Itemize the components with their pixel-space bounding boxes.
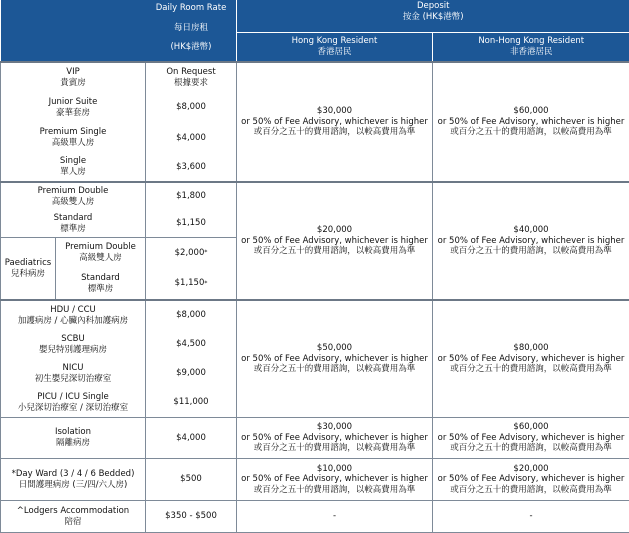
deposit-dash: - <box>529 511 532 521</box>
deposit-amount: $60,000 <box>433 106 629 117</box>
fee-advisory-zh: 或百分之五十的費用諮詢，以較高費用為準 <box>237 364 432 375</box>
fee-advisory-en: or 50% of Fee Advisory, whichever is higher <box>433 354 629 365</box>
rate-value: $1,150 <box>176 218 206 229</box>
rate-value: $8,000 <box>176 102 206 113</box>
room-name-zh: 高級雙人房 <box>79 253 122 264</box>
fee-advisory-en: or 50% of Fee Advisory, whichever is higher <box>237 474 432 485</box>
room-name-zh: 初生嬰兒深切治療室 <box>35 374 112 385</box>
table-row <box>1 182 629 300</box>
deposit-amount: $20,000 <box>433 464 629 475</box>
deposit-nonhk-group-5 <box>433 459 629 501</box>
paediatrics-zh: 兒科病房 <box>11 269 45 280</box>
rate-value: $350 - $500 <box>165 511 217 521</box>
rate-value: $4,000 <box>176 433 206 443</box>
paediatrics-block <box>1 237 145 299</box>
fee-advisory-zh: 或百分之五十的費用諮詢，以較高費用為準 <box>237 485 432 496</box>
rate-value-zh: 根據要求 <box>174 78 208 89</box>
room-name-zh: 單人房 <box>60 167 86 178</box>
deposit-amount: $40,000 <box>433 225 629 236</box>
rate-footnote-mark: * <box>204 249 207 257</box>
deposit-hk-group-3 <box>237 300 433 418</box>
fee-advisory-zh: 或百分之五十的費用諮詢，以較高費用為準 <box>433 364 629 375</box>
paediatrics-label <box>1 238 56 299</box>
room-name-zh: 貴賓房 <box>60 78 86 89</box>
rate-value: On Request <box>166 67 215 78</box>
table-row <box>1 459 629 501</box>
rate-value: $3,600 <box>176 162 206 173</box>
room-name-en: ^Lodgers Accommodation <box>17 506 129 517</box>
deposit-header <box>237 0 629 32</box>
deposit-title-zh: 按金 (HK$港幣) <box>403 12 464 23</box>
deposit-hk-group-2 <box>237 182 433 300</box>
room-standard <box>1 210 145 237</box>
room-name-en: Premium Double <box>65 242 136 253</box>
rate-picu-icu <box>146 388 236 417</box>
daily-rate-title-zh: 每日房租 <box>174 23 208 34</box>
rate-day-ward <box>146 459 237 501</box>
rate-cell-group-2 <box>146 182 237 300</box>
room-name-en: Premium Double <box>38 186 109 197</box>
room-isolation <box>1 418 146 459</box>
room-scbu <box>1 330 145 359</box>
fee-advisory-en: or 50% of Fee Advisory, whichever is higher <box>237 433 432 444</box>
room-paed-standard <box>56 268 145 299</box>
room-cell-group-2 <box>1 182 146 300</box>
fee-advisory-en: or 50% of Fee Advisory, whichever is higher <box>237 236 432 247</box>
fee-advisory-zh: 或百分之五十的費用諮詢，以較高費用為準 <box>237 443 432 454</box>
room-picu-icu <box>1 388 145 417</box>
room-name-zh: 小兒深切治療室 / 深切治療室 <box>18 403 128 414</box>
deposit-dash: - <box>333 511 336 521</box>
room-vip <box>1 63 145 92</box>
fee-advisory-en: or 50% of Fee Advisory, whichever is higher <box>433 236 629 247</box>
daily-rate-title-en: Daily Room Rate <box>156 3 227 14</box>
room-name-en: Standard <box>81 273 120 284</box>
table-row <box>1 300 629 418</box>
fee-advisory-en: or 50% of Fee Advisory, whichever is higher <box>433 474 629 485</box>
rate-junior-suite <box>146 92 236 123</box>
room-name-zh: 豪華套房 <box>56 108 90 119</box>
room-name-en: *Day Ward (3 / 4 / 6 Bedded) <box>12 469 135 480</box>
room-name-zh: 高級單人房 <box>52 138 95 149</box>
deposit-amount: $80,000 <box>433 343 629 354</box>
deposit-title-en: Deposit <box>417 1 450 12</box>
room-name-en: Junior Suite <box>49 97 98 108</box>
room-name-en: VIP <box>66 67 79 78</box>
deposit-hk-group-6 <box>237 501 433 533</box>
fee-advisory-zh: 或百分之五十的費用諮詢，以較高費用為準 <box>237 127 432 138</box>
room-lodgers <box>1 501 146 533</box>
nonhk-resident-en: Non-Hong Kong Resident <box>478 36 584 47</box>
room-name-en: SCBU <box>61 334 84 345</box>
rate-value: $2,000 <box>175 248 205 259</box>
rate-single <box>146 153 236 181</box>
room-name-en: PICU / ICU Single <box>37 392 109 403</box>
room-cell-group-3 <box>1 300 146 418</box>
room-single <box>1 153 145 181</box>
deposit-hk-group-1 <box>237 62 433 182</box>
rate-value: $4,500 <box>176 339 206 350</box>
daily-rate-header <box>1 0 237 62</box>
room-name-en: NICU <box>62 363 83 374</box>
deposit-amount: $50,000 <box>237 343 432 354</box>
table-row <box>1 418 629 459</box>
deposit-hk-group-5 <box>237 459 433 501</box>
rate-paed-premium-double <box>146 237 236 268</box>
room-name-zh: 隔離病房 <box>56 438 90 449</box>
room-nicu <box>1 359 145 388</box>
rate-lodgers <box>146 501 237 533</box>
rate-paed-standard <box>146 268 236 299</box>
fee-advisory-zh: 或百分之五十的費用諮詢，以較高費用為準 <box>433 127 629 138</box>
rate-value: $1,150 <box>175 278 205 289</box>
fee-advisory-zh: 或百分之五十的費用諮詢，以較高費用為準 <box>433 443 629 454</box>
hk-resident-zh: 香港居民 <box>317 47 351 58</box>
nonhk-resident-header <box>433 32 629 62</box>
room-name-en: Premium Single <box>40 127 107 138</box>
deposit-amount: $10,000 <box>237 464 432 475</box>
room-paed-premium-double <box>56 238 145 268</box>
rate-cell-group-1 <box>146 62 237 182</box>
table-row <box>1 501 629 533</box>
room-name-zh: 標準房 <box>88 284 114 295</box>
table-header <box>1 0 629 62</box>
rate-vip <box>146 63 236 92</box>
rate-premium-double <box>146 183 236 210</box>
deposit-hk-group-4 <box>237 418 433 459</box>
deposit-nonhk-group-3 <box>433 300 629 418</box>
room-name-en: Standard <box>54 213 93 224</box>
room-cell-group-1 <box>1 62 146 182</box>
hk-resident-en: Hong Kong Resident <box>292 36 378 47</box>
deposit-nonhk-group-6 <box>433 501 629 533</box>
rate-hdu-ccu <box>146 301 236 330</box>
fee-advisory-en: or 50% of Fee Advisory, whichever is higher <box>237 354 432 365</box>
room-name-en: Single <box>60 156 86 167</box>
nonhk-resident-zh: 非香港居民 <box>510 47 553 58</box>
deposit-amount: $30,000 <box>237 422 432 433</box>
room-name-zh: 標準房 <box>60 224 86 235</box>
room-name-en: HDU / CCU <box>50 305 96 316</box>
room-name-zh: 高級雙人房 <box>52 197 95 208</box>
room-hdu-ccu <box>1 301 145 330</box>
deposit-nonhk-group-4 <box>433 418 629 459</box>
rate-value: $4,000 <box>176 133 206 144</box>
room-name-zh: 加護病房 / 心臟內科加護病房 <box>18 316 128 327</box>
room-name-zh: 嬰兒特別護理病房 <box>39 345 107 356</box>
deposit-amount: $60,000 <box>433 422 629 433</box>
deposit-nonhk-group-1 <box>433 62 629 182</box>
rate-value: $1,800 <box>176 191 206 202</box>
rate-scbu <box>146 330 236 359</box>
room-name-zh: 日間護理病房 (三/四/六人房) <box>19 480 128 491</box>
rate-isolation <box>146 418 237 459</box>
room-name-zh: 陪宿 <box>64 517 81 528</box>
table-row <box>1 62 629 182</box>
hk-resident-header <box>237 32 433 62</box>
deposit-nonhk-group-2 <box>433 182 629 300</box>
fee-advisory-en: or 50% of Fee Advisory, whichever is higher <box>237 117 432 128</box>
room-premium-single <box>1 123 145 153</box>
fee-advisory-zh: 或百分之五十的費用諮詢，以較高費用為準 <box>433 246 629 257</box>
room-day-ward <box>1 459 146 501</box>
rate-nicu <box>146 359 236 388</box>
rate-value: $500 <box>180 474 202 484</box>
deposit-amount: $30,000 <box>237 106 432 117</box>
fee-advisory-zh: 或百分之五十的費用諮詢，以較高費用為準 <box>433 485 629 496</box>
deposit-amount: $20,000 <box>237 225 432 236</box>
fee-advisory-en: or 50% of Fee Advisory, whichever is higher <box>433 117 629 128</box>
rate-premium-single <box>146 123 236 153</box>
rate-cell-group-3 <box>146 300 237 418</box>
rate-value: $11,000 <box>173 397 208 408</box>
paediatrics-en: Paediatrics <box>5 258 51 269</box>
room-junior-suite <box>1 92 145 123</box>
fee-advisory-en: or 50% of Fee Advisory, whichever is higher <box>433 433 629 444</box>
rate-standard <box>146 210 236 237</box>
daily-rate-unit: (HK$港幣) <box>170 42 211 59</box>
fee-advisory-zh: 或百分之五十的費用諮詢，以較高費用為準 <box>237 246 432 257</box>
rate-value: $8,000 <box>176 310 206 321</box>
room-name-en: Isolation <box>55 427 91 438</box>
rate-value: $9,000 <box>176 368 206 379</box>
room-premium-double <box>1 183 145 210</box>
rate-footnote-mark: * <box>204 280 207 288</box>
